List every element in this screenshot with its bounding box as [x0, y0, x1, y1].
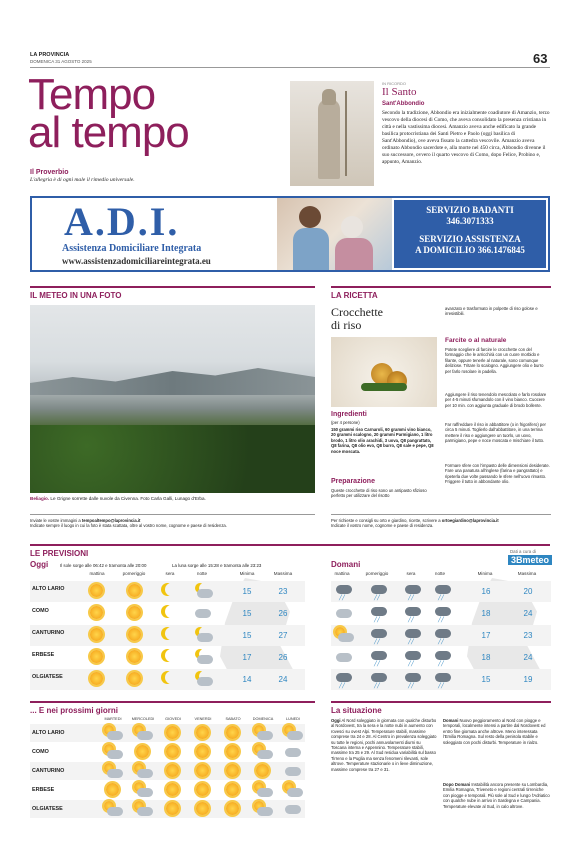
weather-icon	[124, 583, 146, 599]
weather-icon	[124, 649, 146, 665]
day-header: DOMENICA	[252, 717, 274, 721]
location-name: ERBESE	[32, 787, 55, 793]
ingredienti-text: 150 grammi riso Carnaroli, 60 grammi vino bianco, 20 grammi scalogno, 20 grammi Parmigiano, 1 litro brodo, 1 litro olio arachidi, 3 uova, Q8 pangrattato, Q8 farina, Q8 olio evo, Q8 burro, Q8 sale e pepe, Q8 noce moscata.	[331, 427, 434, 454]
temp-min-domani: 18	[481, 609, 491, 618]
weather-icon: ╱╱	[368, 583, 390, 599]
weather-icon	[192, 671, 214, 687]
weather-icon	[162, 763, 184, 779]
weather-icon	[86, 605, 108, 621]
newspaper-name: LA PROVINCIA	[30, 52, 70, 58]
weather-icon	[192, 763, 214, 779]
weather-icon	[102, 744, 124, 760]
col-minima: Minima	[239, 571, 255, 576]
weather-icon: ╱╱	[402, 671, 424, 687]
situazione-oggi-text: Al Nord soleggiato in giornata con qualche disturbo al Nordovest, tra la sera e la notte nubi in aumento con rovesci su ovest Alpi. Temperature stabili, massime comprese tra 24 e 28. Al Centro in prevalenza soleggiato su tutte le regioni, pochi annuvolamenti diurni su Toscana interna e Appennino. Temperature stabili, massime tra 25 e 29. Al Sud residua variabilità sul basso Tirreno e la Puglia ma senza fenomeni rilevanti, sole altrove. Temperature stazionarie o in lieve diminuzione, massime comprese tra 27 e 31.	[331, 718, 437, 772]
santo-label: Il Santo	[382, 86, 417, 98]
header-rule	[30, 67, 550, 68]
weather-icon	[160, 605, 182, 621]
day-header: MERCOLEDI	[131, 717, 155, 721]
ricetta-rule	[331, 286, 551, 288]
situazione-domani	[443, 718, 551, 745]
weather-icon	[282, 801, 304, 817]
location-name: ERBESE	[32, 652, 55, 658]
situazione-oggi	[331, 718, 437, 772]
weather-icon	[86, 671, 108, 687]
meteo-foto-email[interactable]: tempoaltempo@laprovincia.it	[81, 518, 141, 523]
temp-min-domani: 16	[481, 587, 491, 596]
weather-icon	[192, 801, 214, 817]
weather-icon	[333, 649, 355, 665]
weather-icon	[252, 725, 274, 741]
col-sera-domani: sera	[406, 571, 416, 576]
ricetta-col2-intro: avanzato e trasformato in polpette di riso golose e irresistibili.	[445, 306, 538, 317]
location-name: CANTURINO	[32, 768, 65, 774]
location-name: OLGIATESE	[32, 806, 63, 812]
weather-icon: ╱╱	[402, 583, 424, 599]
weather-icon	[222, 763, 244, 779]
weather-icon	[252, 782, 274, 798]
location-name: OLGIATESE	[32, 674, 63, 680]
situazione-dopo-label: Dopo Domani	[443, 782, 471, 787]
weather-icon	[192, 649, 214, 665]
weather-icon	[162, 782, 184, 798]
adi-url: www.assistenzadomiciliareintegrata.eu	[62, 256, 211, 266]
temp-min: 17	[242, 653, 252, 662]
weather-icon	[124, 671, 146, 687]
weather-icon	[102, 801, 124, 817]
proverbio-label: Il Proverbio	[30, 169, 69, 176]
weather-icon: ╱╱	[432, 583, 454, 599]
temp-max: 27	[278, 631, 288, 640]
temp-min-domani: 15	[481, 675, 491, 684]
weather-icon	[160, 649, 182, 665]
weather-icon	[160, 671, 182, 687]
col-massima-domani: Massima	[517, 571, 537, 576]
weather-icon	[132, 763, 154, 779]
location-name: CANTURINO	[32, 630, 65, 636]
temp-max: 26	[278, 653, 288, 662]
weather-icon	[333, 605, 355, 621]
proverbio-text: L'allegria è di ogni male il rimedio universale.	[30, 177, 135, 183]
col-minima-domani: Minima	[477, 571, 493, 576]
temp-min: 15	[242, 631, 252, 640]
ricetta-col2-d: Far raffreddare il riso in abbattitore (o in frigorifero) per circa 5 minuti. Toglierlo dall'abbattitore, in una terrina mettere il riso e aggiungere un tuorlo, un uovo, parmigiano, pepe e noce moscata e mischiare il tutto.	[445, 422, 546, 444]
location-name: ALTO LARIO	[32, 586, 65, 592]
weather-icon	[86, 649, 108, 665]
3bmeteo-logo: 3Bmeteo	[508, 555, 552, 565]
weather-icon	[132, 744, 154, 760]
weather-icon	[282, 782, 304, 798]
weather-icon	[282, 725, 304, 741]
caption-place: Beliagio.	[30, 496, 50, 501]
location-name: COMO	[32, 608, 49, 614]
day-header: MARTEDI	[104, 717, 122, 721]
prossimi-rule	[30, 701, 315, 703]
meteo-foto-label: IL METEO IN UNA FOTO	[30, 291, 122, 300]
weather-icon: ╱╱	[333, 583, 355, 599]
temp-min: 14	[242, 675, 252, 684]
adi-line4: A DOMICILIO 366.1476845	[415, 245, 525, 255]
weather-icon: ╱╱	[432, 627, 454, 643]
weather-icon: ╱╱	[432, 671, 454, 687]
ricetta-title2: di riso	[331, 318, 362, 332]
weather-icon	[192, 627, 214, 643]
weather-icon: ╱╱	[432, 605, 454, 621]
weather-icon	[282, 763, 304, 779]
weather-icon	[192, 725, 214, 741]
page-number: 63	[533, 51, 548, 66]
temp-max: 24	[278, 675, 288, 684]
weather-icon: ╱╱	[432, 649, 454, 665]
situazione-oggi-label: Oggi	[331, 718, 341, 723]
adi-line3: SERVIZIO ASSISTENZA	[419, 234, 521, 244]
page-title-line2: al tempo	[28, 108, 189, 157]
situazione-rule	[331, 701, 551, 703]
weather-icon	[252, 801, 274, 817]
weather-icon	[86, 627, 108, 643]
weather-icon: ╱╱	[368, 627, 390, 643]
ingredienti-label: Ingredienti	[331, 411, 367, 418]
situazione-domani-text: Nuovo peggioramento al Nord con piogge e temporali, localmente intensi a partire dal Nordovest ed entro fine giornata anche altrove. Meno interessata l'Emilia Romagna. Sul resto della penisola stabile e soleggiato con pochi disturbi. Temperature in rialzo.	[443, 718, 546, 745]
weather-icon	[222, 801, 244, 817]
caption-text: Le Grigne sorrette dalle nuvole da Civenna. Foto Carla Galli, Lunago d'Erba.	[49, 496, 206, 501]
situazione-dopo-text: Instabilità ancora presente su Lombardia, Emilia Romagna, Triveneto e regioni centrali tirreniche con piogge e temporali. Più sole al Sud e lungo l'Adriatico con qualche nube in arrivo in Sardegna e Campania. Temperature elevate al Sud, in calo altrove.	[443, 782, 550, 809]
weather-icon: ╱╱	[402, 649, 424, 665]
ricetta-email[interactable]: ortoegiardino@laprovincia.it	[441, 518, 499, 523]
meteo-photo-caption	[30, 496, 206, 502]
meteo-foto-note	[30, 518, 315, 529]
ricetta-col2-c: Aggiungere il riso tenendolo mescolato e farlo rosolare per 4-5 minuti sfumandolo con il vino bianco. Cuocere per 10 min. con aggiunta graduale di brodo bollente.	[445, 392, 547, 408]
weather-icon: ╱╱	[368, 605, 390, 621]
weather-icon	[132, 725, 154, 741]
weather-icon	[192, 605, 214, 621]
temp-max: 26	[278, 609, 288, 618]
weather-icon	[162, 725, 184, 741]
note-detail: Indicate il vostro nome, cognome e paese di residenza.	[331, 523, 434, 529]
location-name: ALTO LARIO	[32, 730, 65, 736]
dati-a-cura: Dati a cura di	[510, 549, 536, 554]
ricetta-bottom-rule	[331, 514, 551, 515]
weather-icon	[162, 801, 184, 817]
weather-icon	[282, 744, 304, 760]
ricetta-col2-e: Formare sfere con l'impasto delle dimensioni desiderate. Fare una panatura all'inglese (farina e pangrattato) e ripeterla due volte passando le sfere nell'uovo rimasto. Friggere il tutto in abbondante olio.	[445, 463, 550, 485]
weather-icon	[86, 583, 108, 599]
weather-icon	[162, 744, 184, 760]
adi-logo: A.D.I.	[64, 199, 180, 244]
location-name: COMO	[32, 749, 49, 755]
santo-kicker: IN RICORDO	[382, 81, 406, 86]
preparazione-text: Queste crocchette di riso sono un antipasto sfizioso perfetto per utilizzare del risotto	[331, 488, 427, 499]
situazione-dopodomani	[443, 782, 551, 809]
meteo-foto-rule	[30, 286, 315, 288]
temp-min-domani: 18	[481, 653, 491, 662]
weather-icon	[252, 744, 274, 760]
weather-icon	[333, 627, 355, 643]
situazione-label: La situazione	[331, 706, 382, 715]
ingredienti-sub: (per 4 persone)	[331, 420, 360, 425]
col-notte-domani: notte	[434, 571, 446, 576]
weather-icon	[124, 627, 146, 643]
previsioni-rule	[30, 544, 550, 546]
ricetta-note	[331, 518, 551, 529]
weather-icon	[222, 725, 244, 741]
weather-icon	[192, 782, 214, 798]
weather-icon	[102, 763, 124, 779]
weather-icon	[102, 782, 124, 798]
santo-name: Sant'Abbondio	[382, 101, 425, 107]
temp-min: 15	[242, 587, 252, 596]
day-header: GIOVEDI	[165, 717, 181, 721]
temp-max-domani: 24	[523, 653, 533, 662]
santo-text: Secondo la tradizione, Abbondio era inizialmente coadiutore di Amanzio, terzo vescovo della diocesi di Como, che aveva consolidato la presenza cristiana in città e nella vastissima diocesi. Amanzio aveva anche edificato la grande basilica protocristiana dei Santi Pietro e Paolo (oggi basilica di Sant'Abbondio), ove aveva fissato la cattedra vescovile. Amanzio aveva ordinato Abbondio sacerdote e, alla morte nel 450 circa, Abbondio divenne il suo successore, ovvero il quarto vescovo di Como, dopo Felice, Probino e, appunto, Amanzio.	[382, 110, 550, 165]
farcite-label: Farcite o al naturale	[445, 337, 507, 344]
adi-advertisement[interactable]	[30, 196, 550, 272]
weather-icon	[192, 583, 214, 599]
weather-icon	[102, 725, 124, 741]
col-mattina-domani: mattina	[334, 571, 350, 576]
col-mattina: mattina	[89, 571, 105, 576]
adi-photo	[277, 198, 392, 270]
col-pomeriggio: pomeriggio	[122, 571, 146, 576]
temp-max-domani: 19	[523, 675, 533, 684]
santo-statue-image	[290, 81, 374, 186]
weather-icon	[124, 605, 146, 621]
col-sera: sera	[165, 571, 175, 576]
adi-contact-box	[394, 200, 546, 268]
temp-min-domani: 17	[481, 631, 491, 640]
note-lead: Per richieste e consigli su orto e giardino, ricette, scrivere a	[331, 518, 442, 523]
weather-icon	[222, 744, 244, 760]
temp-max-domani: 20	[523, 587, 533, 596]
prossimi-label: ... E nei prossimi giorni	[30, 706, 119, 715]
page-title-line1: Tempo	[28, 70, 156, 119]
moon-info: La luna sorge alle 15:28 e tramonta alle 23:23	[172, 563, 262, 568]
ricetta-label: LA RICETTA	[331, 291, 378, 300]
weather-icon: ╱╱	[402, 605, 424, 621]
weather-icon	[132, 782, 154, 798]
ricetta-col2-b: Potete scegliere di farcire le crocchette con del formaggio che le arricchirà con un cuore morbido e filante, oppure tenerle al naturale, sono comunque deliziose. Tritare lo scalogno. Aggiungere olio e burro per farlo rosolare in padella.	[445, 347, 544, 374]
note-detail: Indicate sempre il luogo in cui la foto è stata scattata, oltre al vostro nome, cognome e paese di residenza.	[30, 523, 227, 529]
previsioni-label: LE PREVISIONI	[30, 549, 89, 558]
issue-date: DOMENICA 31 AGOSTO 2025	[30, 59, 92, 64]
weather-icon	[132, 801, 154, 817]
weather-icon: ╱╱	[402, 627, 424, 643]
weather-icon: ╱╱	[368, 649, 390, 665]
day-header: SABATO	[225, 717, 241, 721]
meteo-photo	[30, 305, 315, 493]
sun-info: Il sole sorge alle 06:42 e tramonta alle 20:00	[60, 563, 147, 568]
temp-max-domani: 24	[523, 609, 533, 618]
oggi-label: Oggi	[30, 560, 49, 569]
weather-icon	[192, 744, 214, 760]
col-massima: Massima	[273, 571, 293, 576]
temp-min: 15	[242, 609, 252, 618]
domani-label: Domani	[331, 560, 361, 569]
adi-line1: SERVIZIO BADANTI	[426, 205, 514, 215]
temp-max: 23	[278, 587, 288, 596]
day-header: LUNEDI	[286, 717, 300, 721]
adi-line2: 346.3071333	[446, 216, 494, 226]
meteo-foto-bottom-rule	[30, 514, 315, 515]
adi-subtitle: Assistenza Domiciliare Integrata	[62, 243, 202, 254]
weather-icon: ╱╱	[333, 671, 355, 687]
weather-icon	[160, 627, 182, 643]
weather-icon	[252, 763, 274, 779]
temp-max-domani: 23	[523, 631, 533, 640]
weather-icon: ╱╱	[368, 671, 390, 687]
weather-icon	[222, 782, 244, 798]
note-lead: Inviate le vostre immagini a	[30, 518, 82, 523]
situazione-domani-label: Domani	[443, 718, 459, 723]
ricetta-photo	[331, 337, 437, 407]
weather-icon	[160, 583, 182, 599]
ricetta-title1: Crocchette	[331, 305, 383, 319]
col-notte: notte	[196, 571, 208, 576]
day-header: VENERDI	[194, 717, 212, 721]
preparazione-label: Preparazione	[331, 478, 375, 485]
col-pomeriggio-domani: pomeriggio	[365, 571, 389, 576]
